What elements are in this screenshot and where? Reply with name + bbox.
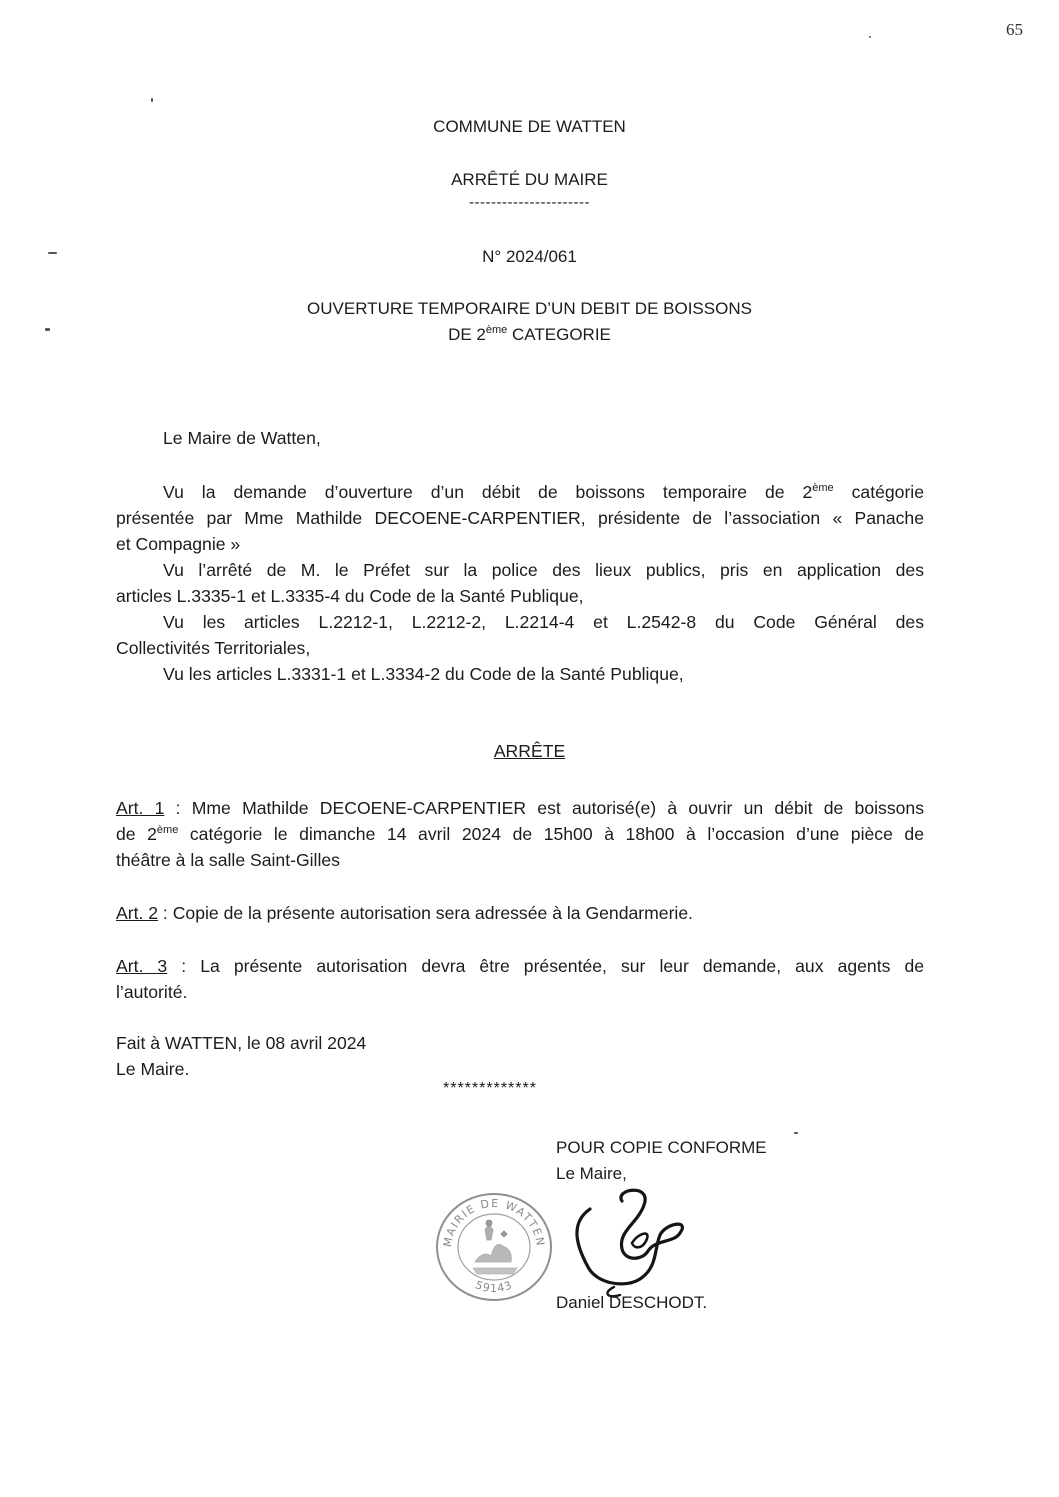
- seal-emblem-icon: [473, 1220, 517, 1274]
- preamble: [116, 425, 924, 451]
- page-number: 65: [1006, 20, 1023, 39]
- stars-separator: *************: [443, 1080, 537, 1097]
- article-3-label: Art. 3: [116, 956, 168, 976]
- opening-line: Le Maire de Watten,: [163, 428, 321, 448]
- vu3-line1: Vu les articles L.2212-1, L.2212-2, L.2214-4 et L.2542-8 du Code Général des: [163, 612, 924, 632]
- certification-block: [556, 1135, 767, 1187]
- article-1-line1: Art. 1 : Mme Mathilde DECOENE-CARPENTIER est autorisé(e) à ouvrir un débit de boissons: [116, 798, 924, 818]
- article-1-line2: de 2ème catégorie le dimanche 14 avril 2024 de 15h00 à 18h00 à l’occasion d’une pièce de: [116, 824, 924, 844]
- decision-heading: ARRÊTE: [493, 741, 566, 761]
- closing-signer: Le Maire.: [116, 1059, 190, 1079]
- article-1-label: Art. 1: [116, 798, 165, 818]
- copie-conforme: POUR COPIE CONFORME: [556, 1138, 767, 1157]
- decree-number: N° 2024/061: [482, 247, 577, 266]
- seal-top-text: MAIRIE DE WATTEN: [440, 1196, 548, 1249]
- article-3: [116, 953, 924, 1005]
- vu3-line2: Collectivités Territoriales,: [116, 638, 311, 658]
- vu4-line: Vu les articles L.3331-1 et L.3334-2 du Code de la Santé Publique,: [163, 664, 684, 684]
- vu2-line2: articles L.3335-1 et L.3335-4 du Code de la Santé Publique,: [116, 586, 584, 606]
- vu2-line1: Vu l’arrêté de M. le Préfet sur la police des lieux publics, pris en application des: [163, 560, 924, 580]
- seal-bottom-text: 59143: [473, 1278, 515, 1296]
- mayor-signature-icon: [562, 1183, 712, 1303]
- svg-text:MAIRIE DE WATTEN: [441, 1197, 547, 1248]
- certification-signer: Le Maire,: [556, 1164, 627, 1183]
- place-date: Fait à WATTEN, le 08 avril 2024: [116, 1033, 367, 1053]
- article-1-line3: théâtre à la salle Saint-Gilles: [116, 850, 340, 870]
- decree-title-line1: OUVERTURE TEMPORAIRE D’UN DEBIT DE BOISSONS: [307, 299, 752, 318]
- article-2: [116, 900, 924, 926]
- commune-title: COMMUNE DE WATTEN: [433, 117, 626, 136]
- article-2-label: Art. 2: [116, 903, 159, 923]
- article-3-line1: Art. 3 : La présente autorisation devra être présentée, sur leur demande, aux agents de: [116, 956, 925, 976]
- vu1-line3: et Compagnie »: [116, 534, 241, 554]
- scan-speck: [151, 98, 153, 102]
- article-2-line: Art. 2 : Copie de la présente autorisation sera adressée à la Gendarmerie.: [116, 903, 694, 923]
- mairie-seal-stamp: [433, 1190, 555, 1304]
- vu1-line1: Vu la demande d’ouverture d’un débit de boissons temporaire de 2ème catégorie: [163, 482, 924, 502]
- considerations: [116, 479, 924, 687]
- article-1: [116, 795, 924, 873]
- decree-type: ARRÊTÉ DU MAIRE: [451, 170, 608, 189]
- scan-speck: [45, 328, 50, 331]
- article-3-line2: l’autorité.: [116, 982, 188, 1002]
- svg-text:59143: [473, 1278, 514, 1295]
- header-separator: ----------------------: [469, 194, 590, 211]
- scan-speck: [869, 36, 871, 38]
- scan-speck: [48, 252, 57, 254]
- decree-title-line2: DE 2ème CATEGORIE: [448, 324, 611, 344]
- mayor-name: Daniel DESCHODT.: [556, 1293, 708, 1312]
- scan-speck: [794, 1132, 798, 1134]
- closing: [116, 1030, 924, 1082]
- vu1-line2: présentée par Mme Mathilde DECOENE-CARPENTIER, présidente de l’association « Panache: [116, 508, 924, 528]
